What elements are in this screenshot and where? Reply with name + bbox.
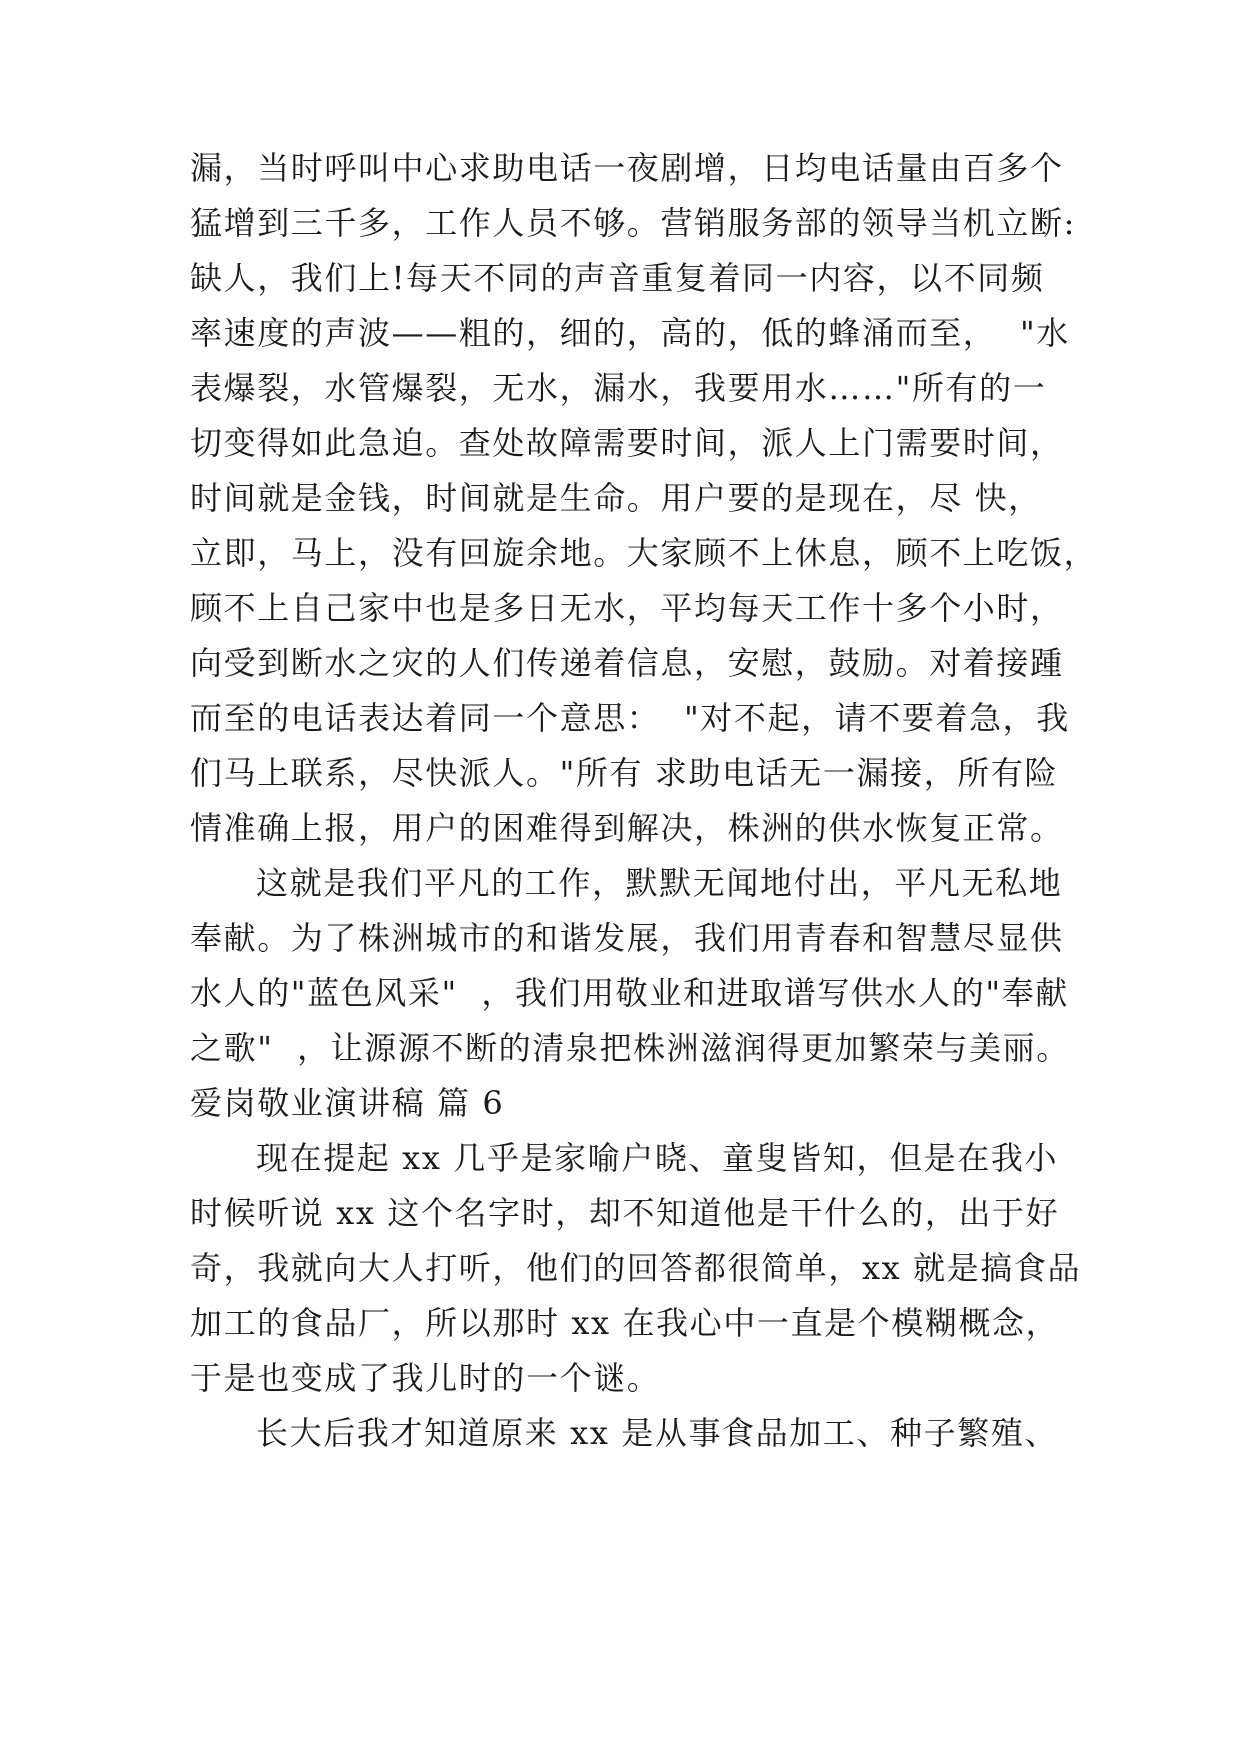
text-line: 水人的"蓝色风采" ，我们用敬业和进取谱写供水人的"奉献 bbox=[190, 974, 1069, 1012]
text-line: 奇，我就向大人打听，他们的回答都很简单，xx 就是搞食品 bbox=[190, 1249, 1082, 1287]
text-line: 时候听说 xx 这个名字时，却不知道他是干什么的，出于好 bbox=[190, 1194, 1060, 1232]
text-line: 切变得如此急迫。查处故障需要时间，派人上门需要时间， bbox=[190, 424, 1064, 462]
text-line: 而至的电话表达着同一个意思： "对不起，请不要着急，我 bbox=[190, 699, 1070, 737]
text-line: 表爆裂，水管爆裂，无水，漏水，我要用水……"所有的一 bbox=[190, 369, 1047, 407]
text-line: 加工的食品厂，所以那时 xx 在我心中一直是个模糊概念， bbox=[190, 1304, 1060, 1342]
text-line: 情准确上报，用户的困难得到解决，株洲的供水恢复正常。 bbox=[190, 809, 1064, 847]
text-line: 猛增到三千多，工作人员不够。营销服务部的领导当机立断: bbox=[190, 204, 1076, 242]
section-heading: 爱岗敬业演讲稿 篇 6 bbox=[190, 1084, 505, 1122]
text-line: 缺人，我们上!每天不同的声音重复着同一内容，以不同频 bbox=[190, 259, 1045, 297]
text-line: 率速度的声波——粗的，细的，高的，低的蜂涌而至， "水 bbox=[190, 314, 1070, 352]
text-line: 时间就是金钱，时间就是生命。用户要的是现在，尽 快， bbox=[190, 479, 1042, 517]
paragraph-first-line: 现在提起 xx 几乎是家喻户晓、童叟皆知，但是在我小 bbox=[256, 1139, 1059, 1177]
text-line: 向受到断水之灾的人们传递着信息，安慰，鼓励。对着接踵 bbox=[190, 644, 1064, 682]
text-line: 们马上联系，尽快派人。"所有 求助电话无一漏接，所有险 bbox=[190, 754, 1059, 792]
text-line: 奉献。为了株洲城市的和谐发展，我们用青春和智慧尽显供 bbox=[190, 919, 1064, 957]
paragraph-first-line: 这就是我们平凡的工作，默默无闻地付出，平凡无私地 bbox=[256, 864, 1063, 902]
text-line: 于是也变成了我儿时的一个谜。 bbox=[190, 1359, 661, 1397]
paragraph-first-line: 长大后我才知道原来 xx 是从事食品加工、种子繁殖、 bbox=[256, 1414, 1059, 1452]
text-line: 立即，马上，没有回旋余地。大家顾不上休息，顾不上吃饭， bbox=[190, 534, 1098, 572]
text-line: 漏，当时呼叫中心求助电话一夜剧增，日均电话量由百多个 bbox=[190, 149, 1064, 187]
text-line: 之歌" ，让源源不断的清泉把株洲滋润得更加繁荣与美丽。 bbox=[190, 1029, 1070, 1067]
text-line: 顾不上自己家中也是多日无水，平均每天工作十多个小时， bbox=[190, 589, 1064, 627]
